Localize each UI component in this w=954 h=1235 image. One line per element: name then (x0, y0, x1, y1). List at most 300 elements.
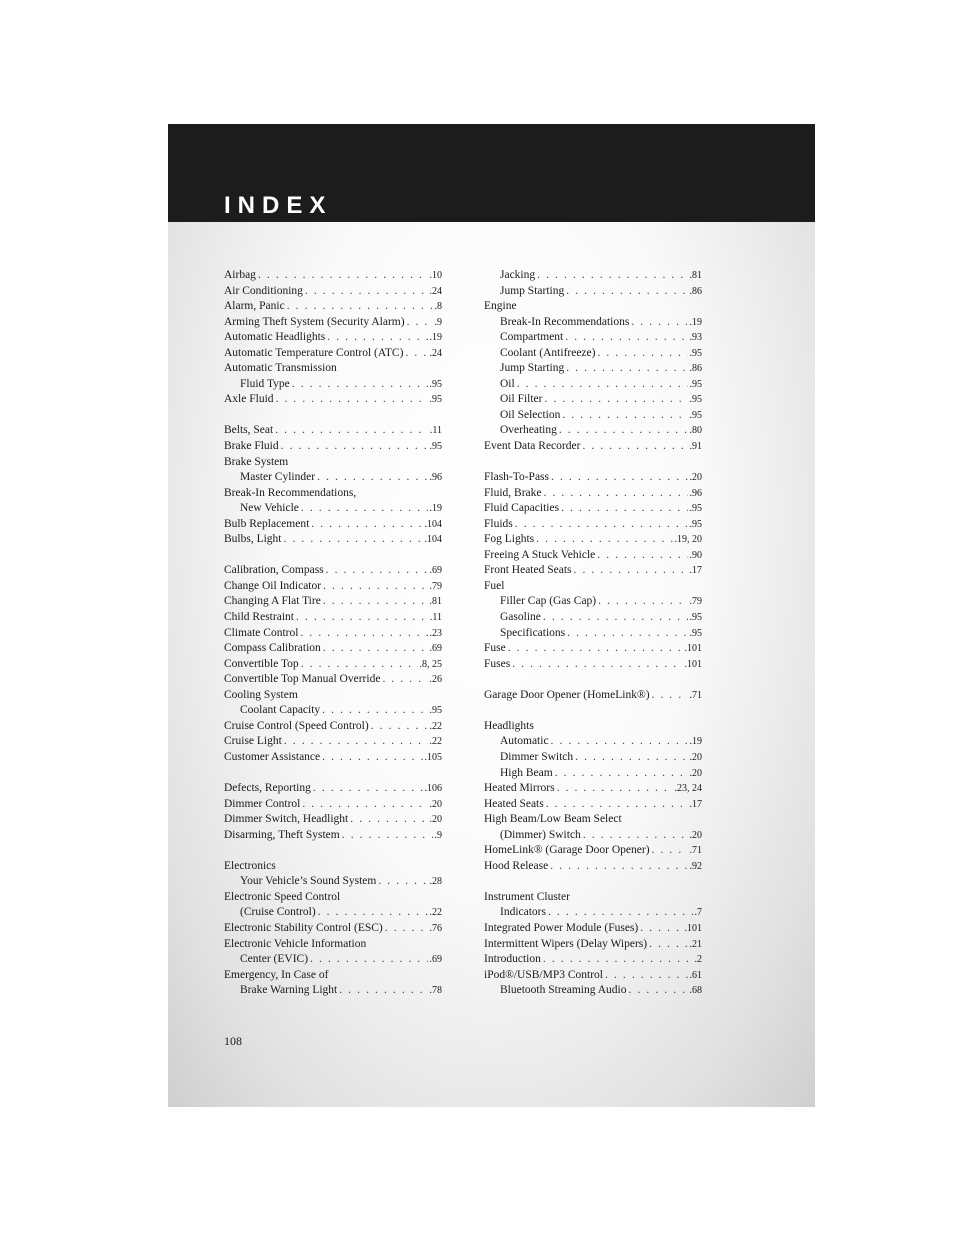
index-entry (484, 703, 702, 719)
dot-leader (574, 563, 688, 579)
index-entry-label: Customer Assistance (224, 750, 321, 763)
index-entry-label: Electronic Vehicle Information (224, 937, 367, 950)
dot-leader (284, 734, 428, 750)
index-entry-label: Fluid Type (240, 377, 290, 390)
index-entry-page: .104 (424, 518, 442, 530)
dot-leader (652, 688, 688, 704)
dot-leader (322, 750, 422, 766)
index-entry (224, 563, 442, 579)
index-entry-label: Calibration, Compass (224, 564, 324, 577)
index-entry (224, 532, 442, 548)
index-entry-page: .71 (689, 689, 702, 701)
dot-leader (557, 781, 673, 797)
dot-leader (566, 361, 687, 377)
dot-leader (652, 843, 688, 859)
dot-leader (385, 921, 428, 937)
index-entry (224, 268, 442, 284)
index-page (168, 124, 815, 1107)
dot-leader (326, 563, 428, 579)
index-entry (484, 952, 702, 968)
index-entry-page: .69 (429, 565, 442, 577)
index-entry-page: .17 (689, 565, 702, 577)
index-entry (224, 641, 442, 657)
index-entry-page: .86 (689, 363, 702, 375)
index-entry-label: Jacking (500, 269, 536, 281)
index-entry-label: Compartment (500, 331, 564, 344)
index-entry-label: Introduction (484, 953, 541, 966)
index-entry-label: Headlights (484, 719, 534, 732)
index-entry (224, 921, 442, 937)
index-entry (224, 812, 442, 828)
index-entry-label: Master Cylinder (240, 471, 316, 484)
index-entry-label: Fuel (484, 579, 505, 592)
index-entry-page: .95 (689, 409, 702, 421)
index-entry (224, 315, 442, 331)
index-entry-label: High Beam/Low Beam Select (484, 813, 622, 826)
dot-leader (275, 423, 428, 439)
index-entry (224, 905, 442, 921)
index-entry (224, 672, 442, 688)
index-entry-label: Dimmer Switch (500, 750, 574, 763)
index-entry-label: Change Oil Indicator (224, 579, 322, 592)
index-entry-label: iPod®/USB/MP3 Control (484, 968, 603, 981)
index-entry (484, 486, 702, 502)
header-bar (168, 124, 815, 222)
dot-leader (517, 377, 688, 393)
dot-leader (301, 501, 428, 517)
index-entry (484, 299, 702, 315)
page-title: INDEX (224, 192, 333, 219)
dot-leader (323, 594, 428, 610)
index-entry (484, 688, 702, 704)
dot-leader (545, 392, 688, 408)
index-entry-label: Instrument Cluster (484, 890, 570, 903)
index-entry-page: .19 (429, 503, 442, 515)
index-entry-page: .10 (429, 270, 442, 281)
index-entry-page: .76 (429, 922, 442, 934)
index-entry-page: .19 (429, 332, 442, 344)
index-entry-page: .95 (689, 612, 702, 624)
index-entry-label: Fluids (484, 517, 513, 530)
index-entry-label: Freeing A Stuck Vehicle (484, 548, 596, 561)
index-entry-page: .95 (689, 394, 702, 406)
index-entry-label: Dimmer Switch, Headlight (224, 813, 349, 826)
dot-leader (561, 501, 687, 517)
index-entry (224, 781, 442, 797)
index-entry (484, 937, 702, 953)
dot-leader (296, 610, 428, 626)
dot-leader (310, 952, 427, 968)
dot-leader (565, 330, 687, 346)
dot-leader (327, 330, 427, 346)
index-entry (484, 874, 702, 890)
index-entry (224, 657, 442, 673)
dot-leader (339, 983, 427, 999)
index-entry-page: .92 (689, 860, 702, 872)
index-entry-label: Electronic Speed Control (224, 890, 341, 903)
dot-leader (405, 346, 427, 362)
index-entry-page: .23, 24 (674, 783, 702, 795)
index-entry-label: Automatic Temperature Control (ATC) (224, 346, 404, 359)
index-entry-page: .95 (689, 347, 702, 359)
index-entry (224, 455, 442, 471)
dot-leader (559, 423, 688, 439)
index-entry (484, 284, 702, 300)
dot-leader (342, 828, 433, 844)
index-entry-label: Automatic Headlights (224, 331, 326, 344)
index-entry-label: Garage Door Opener (HomeLink®) (484, 688, 650, 701)
index-entry-label: High Beam (500, 766, 553, 779)
dot-leader (537, 268, 687, 284)
index-entry (224, 501, 442, 517)
index-entry-label: Brake System (224, 455, 289, 468)
index-entry-label: Indicators (500, 906, 546, 919)
dot-leader (562, 408, 687, 424)
index-entry-label: Filler Cap (Gas Cap) (500, 595, 597, 608)
dot-leader (323, 579, 427, 595)
index-entry (484, 346, 702, 362)
dot-leader (629, 983, 688, 999)
index-entry (484, 532, 702, 548)
index-entry (224, 361, 442, 377)
index-entry (484, 921, 702, 937)
index-entry (224, 486, 442, 502)
index-entry-label: Arming Theft System (Security Alarm) (224, 315, 405, 328)
index-entry (224, 548, 442, 564)
dot-leader (371, 719, 428, 735)
index-entry-label: Jump Starting (500, 362, 565, 375)
dot-leader (548, 905, 693, 921)
dot-leader (597, 346, 687, 362)
index-entry-page: .101 (684, 922, 702, 934)
index-entry-page: .69 (429, 643, 442, 655)
index-entry-page: .20 (429, 814, 442, 826)
index-entry (484, 983, 702, 999)
dot-leader (515, 517, 688, 533)
index-entry-page: .22 (429, 720, 442, 732)
index-entry-page: .86 (689, 285, 702, 297)
index-entry-label: (Dimmer) Switch (500, 828, 581, 841)
dot-leader (598, 594, 687, 610)
index-entry-label: Heated Seats (484, 797, 544, 810)
index-entry (484, 672, 702, 688)
dot-leader (640, 921, 682, 937)
index-entry (484, 439, 702, 455)
index-entry-page: .24 (429, 285, 442, 297)
dot-leader (631, 315, 687, 331)
index-entry-page: .80 (689, 425, 702, 437)
index-entry (224, 828, 442, 844)
dot-leader (301, 657, 418, 673)
index-entry-page: .69 (429, 954, 442, 966)
dot-leader (407, 315, 433, 331)
index-entry-page: .101 (684, 658, 702, 670)
dot-leader (305, 284, 428, 300)
index-entry-page: .78 (429, 985, 442, 997)
index-entry-label: Front Heated Seats (484, 564, 572, 577)
index-entry-label: Cruise Control (Speed Control) (224, 719, 369, 732)
index-entry-label: Defects, Reporting (224, 782, 311, 795)
index-entry-label: Changing A Flat Tire (224, 595, 321, 608)
index-entry-page: .7 (694, 907, 702, 919)
dot-leader (536, 532, 672, 548)
index-entry-page: .101 (684, 643, 702, 655)
dot-leader (350, 812, 427, 828)
index-entry (224, 423, 442, 439)
index-entry-page: .26 (429, 674, 442, 686)
index-entry-label: Break-In Recommendations, (224, 486, 357, 499)
dot-leader (551, 734, 688, 750)
index-entry (224, 688, 442, 704)
index-column-right (484, 268, 702, 999)
index-entry-label: Convertible Top Manual Override (224, 673, 381, 686)
index-entry-label: Your Vehicle’s Sound System (240, 875, 377, 888)
index-entry-label: Dimmer Control (224, 797, 301, 810)
index-entry-label: Coolant (Antifreeze) (500, 346, 596, 359)
index-entry-page: .11 (429, 425, 442, 437)
index-entry (224, 299, 442, 315)
index-entry (484, 501, 702, 517)
index-entry (224, 626, 442, 642)
index-entry (224, 968, 442, 984)
index-entry (224, 750, 442, 766)
index-entry (484, 563, 702, 579)
index-entry-label: Bulbs, Light (224, 533, 282, 546)
index-entry-page: .21 (689, 938, 702, 950)
index-entry-label: Alarm, Panic (224, 300, 285, 313)
index-entry (484, 548, 702, 564)
index-entry (484, 330, 702, 346)
index-entry-label: Integrated Power Module (Fuses) (484, 921, 639, 934)
index-entry-label: Fuse (484, 642, 506, 655)
index-entry-label: Electronic Stability Control (ESC) (224, 921, 383, 934)
index-entry-page: .91 (689, 441, 702, 453)
index-entry-page: .95 (689, 503, 702, 515)
index-entry (224, 610, 442, 626)
index-entry-label: Brake Warning Light (240, 984, 338, 997)
index-entry-page: .61 (689, 969, 702, 981)
dot-leader (382, 672, 427, 688)
index-entry (224, 470, 442, 486)
index-entry-page: .17 (689, 798, 702, 810)
index-entry-label: Break-In Recommendations (500, 315, 630, 328)
index-entry (484, 657, 702, 673)
dot-leader (582, 439, 687, 455)
index-entry (224, 439, 442, 455)
index-entry-label: Fuses (484, 657, 511, 670)
index-entry (224, 734, 442, 750)
dot-leader (566, 284, 687, 300)
dot-leader (543, 610, 688, 626)
dot-leader (567, 626, 687, 642)
index-entry-label: Fluid Capacities (484, 502, 560, 515)
index-entry-label: Air Conditioning (224, 284, 303, 297)
dot-leader (300, 626, 427, 642)
index-entry-page: .95 (429, 394, 442, 406)
dot-leader (323, 641, 428, 657)
dot-leader (318, 905, 428, 921)
dot-leader (544, 486, 688, 502)
index-entry-label: Disarming, Theft System (224, 828, 340, 841)
dot-leader (311, 517, 422, 533)
dot-leader (281, 439, 428, 455)
index-entry-label: Specifications (500, 626, 566, 639)
index-entry-page: .2 (694, 954, 702, 966)
dot-leader (555, 766, 688, 782)
dot-leader (551, 470, 687, 486)
index-entry-page: .19, 20 (674, 534, 702, 546)
index-entry (484, 594, 702, 610)
index-entry-page: .8 (434, 301, 442, 313)
index-entry (224, 874, 442, 890)
index-entry-page: .104 (424, 534, 442, 546)
index-entry-page: .79 (689, 596, 702, 608)
index-entry-label: Child Restraint (224, 611, 294, 624)
index-entry-label: Oil (500, 377, 515, 390)
index-entry (224, 377, 442, 393)
index-entry (484, 392, 702, 408)
dot-leader (322, 703, 427, 719)
index-entry-label: Belts, Seat (224, 424, 274, 437)
index-entry (224, 937, 442, 953)
index-entry (224, 859, 442, 875)
index-entry (224, 330, 442, 346)
index-entry-page: .95 (429, 441, 442, 453)
index-entry (484, 968, 702, 984)
index-entry (224, 843, 442, 859)
dot-leader (546, 797, 688, 813)
dot-leader (508, 641, 683, 657)
index-entry-label: Fluid, Brake (484, 486, 542, 499)
dot-leader (287, 299, 433, 315)
index-entry-label: Engine (484, 300, 517, 313)
dot-leader (302, 797, 427, 813)
index-entry-label: Convertible Top (224, 657, 299, 670)
index-entry (224, 766, 442, 782)
index-entry-page: .22 (429, 736, 442, 748)
index-entry-label: Axle Fluid (224, 393, 274, 406)
dot-leader (258, 268, 428, 284)
index-entry (484, 377, 702, 393)
index-entry-page: .23 (429, 627, 442, 639)
index-entry-label: Jump Starting (500, 284, 565, 297)
index-entry-page: .68 (689, 985, 702, 997)
index-entry (484, 828, 702, 844)
dot-leader (276, 392, 428, 408)
dot-leader (543, 952, 693, 968)
index-entry-label: Flash-To-Pass (484, 471, 550, 484)
index-entry-page: .20 (689, 751, 702, 763)
index-entry-page: .9 (434, 829, 442, 841)
index-entry-label: Automatic Transmission (224, 362, 337, 375)
index-entry-page: .95 (689, 518, 702, 530)
index-entry (224, 594, 442, 610)
index-entry-label: HomeLink® (Garage Door Opener) (484, 844, 650, 857)
index-entry-label: (Cruise Control) (240, 906, 316, 919)
index-entry-page: .95 (689, 378, 702, 390)
index-entry (224, 703, 442, 719)
index-entry (224, 408, 442, 424)
index-entry (484, 859, 702, 875)
index-entry-page: .105 (424, 751, 442, 763)
index-entry-label: Cooling System (224, 688, 298, 701)
index-entry-page: .19 (689, 736, 702, 748)
page-number: 108 (224, 1034, 242, 1048)
dot-leader (284, 532, 423, 548)
index-entry (484, 719, 702, 735)
index-entry (484, 470, 702, 486)
index-entry (484, 890, 702, 906)
dot-leader (550, 859, 687, 875)
index-entry-page: .95 (429, 705, 442, 717)
index-entry-page: .9 (434, 316, 442, 328)
index-entry (484, 750, 702, 766)
index-entry-label: Heated Mirrors (484, 782, 555, 795)
index-entry (484, 626, 702, 642)
dot-leader (292, 377, 428, 393)
index-entry-page: .71 (689, 845, 702, 857)
index-entry-label: Cruise Light (224, 735, 282, 748)
index-entry (484, 268, 702, 284)
index-entry-label: New Vehicle (240, 502, 299, 515)
index-entry (484, 905, 702, 921)
index-entry-label: Bulb Replacement (224, 517, 310, 530)
index-entry (224, 890, 442, 906)
dot-leader (378, 874, 427, 890)
index-entry-page: .20 (689, 767, 702, 779)
index-entry-label: Overheating (500, 424, 557, 437)
index-entry (224, 797, 442, 813)
index-entry-page: .20 (689, 472, 702, 484)
index-entry (484, 812, 702, 828)
index-entry-page: .96 (689, 487, 702, 499)
index-entry-label: Oil Selection (500, 408, 561, 421)
dot-leader (649, 937, 687, 953)
dot-leader (512, 657, 682, 673)
index-entry-page: .79 (429, 580, 442, 592)
index-entry (224, 517, 442, 533)
dot-leader (597, 548, 687, 564)
index-entry-page: .81 (429, 596, 442, 608)
index-entry-label: Compass Calibration (224, 642, 321, 655)
dot-leader (575, 750, 687, 766)
index-entry-page: .90 (689, 549, 702, 561)
index-entry-page: .96 (429, 472, 442, 484)
index-entry-page: .95 (429, 378, 442, 390)
index-entry-label: Bluetooth Streaming Audio (500, 984, 627, 997)
index-entry (484, 315, 702, 331)
index-entry-page: .20 (429, 798, 442, 810)
dot-leader (605, 968, 688, 984)
index-entry (484, 408, 702, 424)
index-entry (224, 346, 442, 362)
index-entry (224, 952, 442, 968)
index-entry (224, 392, 442, 408)
index-entry-label: Emergency, In Case of (224, 968, 329, 981)
index-entry-label: Oil Filter (500, 393, 543, 406)
index-column-left (224, 268, 442, 999)
index-entry-label: Coolant Capacity (240, 704, 321, 717)
dot-leader (583, 828, 688, 844)
index-entry (484, 797, 702, 813)
index-entry-label: Gasoline (500, 611, 541, 624)
index-entry-label: Airbag (224, 269, 256, 281)
index-entry-label: Automatic (500, 735, 549, 748)
index-entry-page: .19 (689, 316, 702, 328)
index-entry-label: Event Data Recorder (484, 440, 581, 453)
index-entry-label: Intermittent Wipers (Delay Wipers) (484, 937, 648, 950)
index-entry-page: .81 (689, 270, 702, 281)
